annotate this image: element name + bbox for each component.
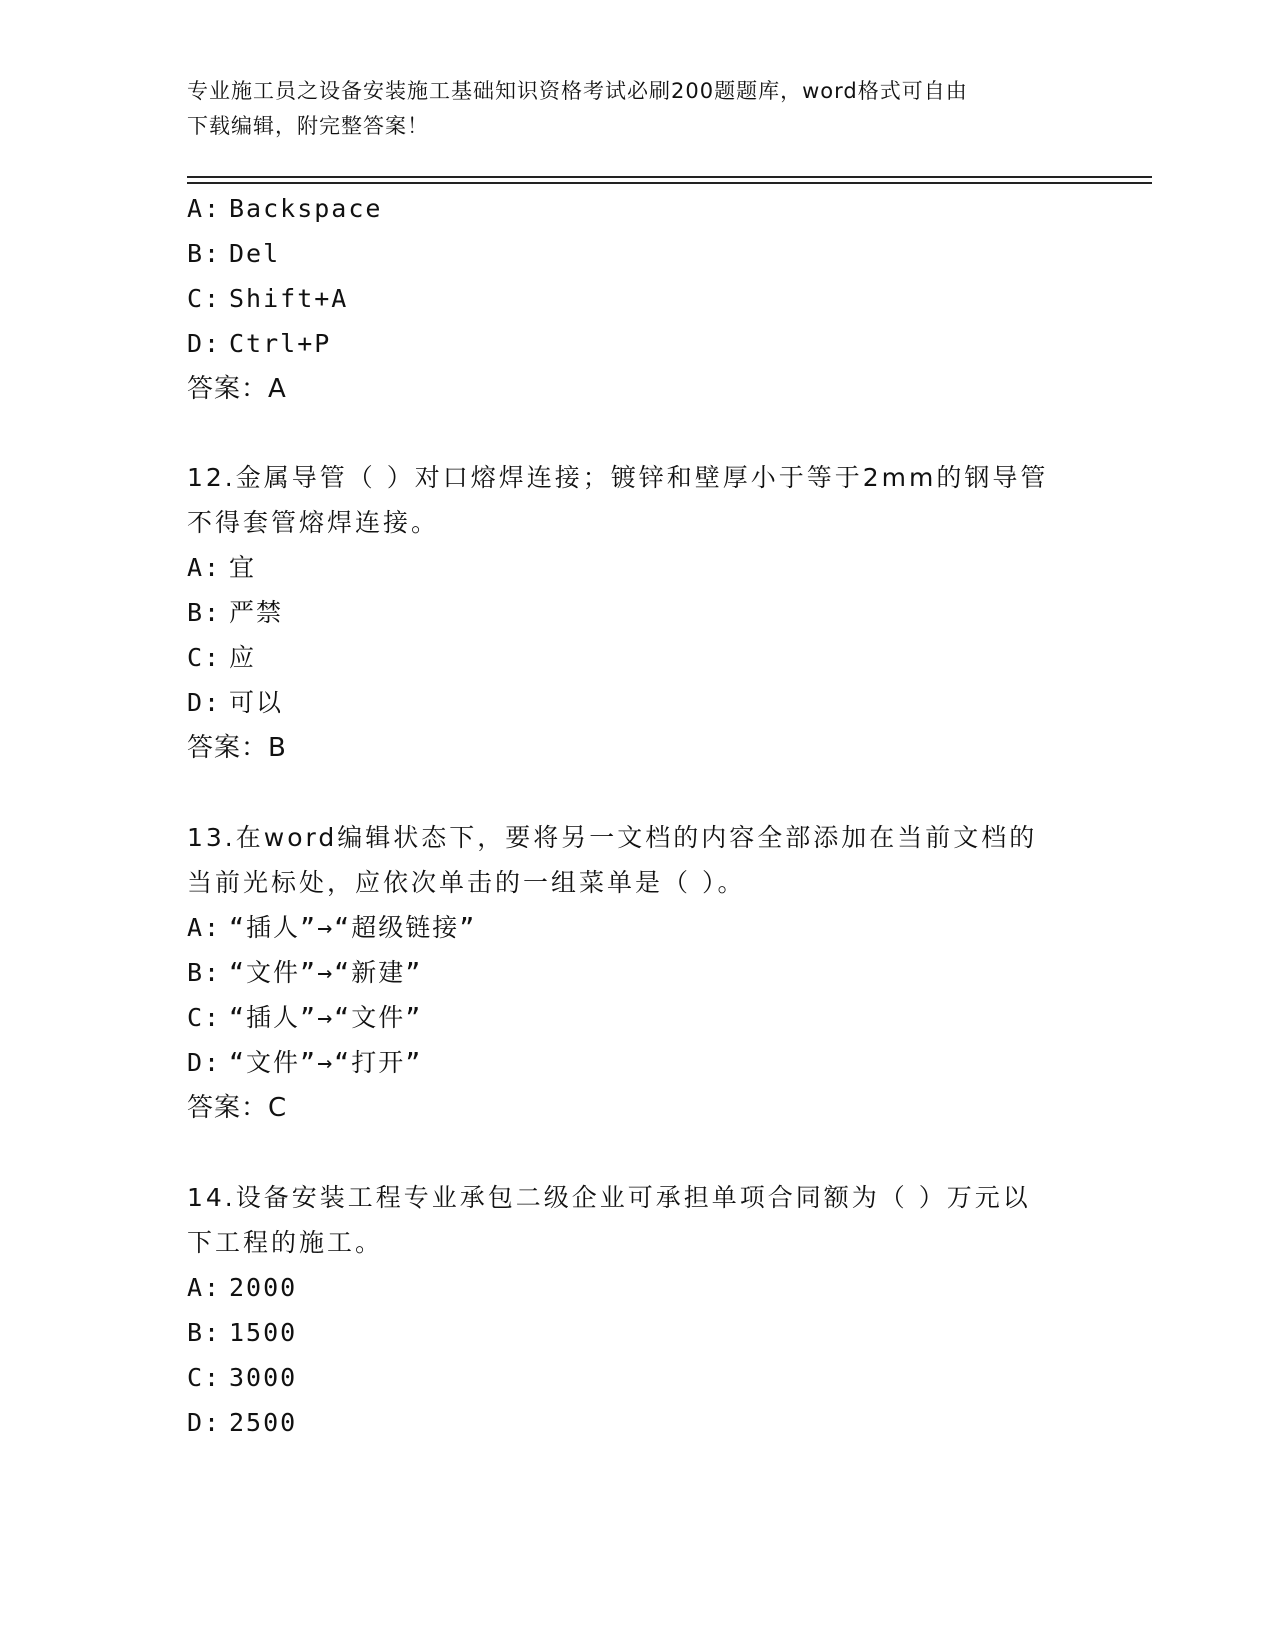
option-text: 2500 [229, 1408, 298, 1437]
header-divider-bottom [187, 182, 1152, 184]
option-key: B: [187, 958, 222, 987]
q13-option-c [187, 1003, 422, 1033]
option-text: 3000 [229, 1363, 298, 1392]
q13-option-a [187, 913, 476, 943]
q13-option-d [187, 1048, 422, 1078]
q11-option-d [187, 329, 331, 359]
option-text: Ctrl+P [229, 329, 332, 358]
option-text: 1500 [229, 1318, 298, 1347]
q12-option-d [187, 688, 283, 718]
option-key: B: [187, 598, 222, 627]
option-text: “文件”→“新建” [229, 958, 423, 987]
option-key: C: [187, 1003, 222, 1032]
q13-stem-line-1: 13.在word编辑状态下，要将另一文档的内容全部添加在当前文档的 [187, 823, 1038, 852]
option-text: 应 [229, 643, 257, 672]
option-text: 可以 [229, 688, 284, 717]
option-text: 宜 [229, 553, 257, 582]
q12-option-a [187, 553, 256, 583]
option-key: B: [187, 239, 222, 268]
option-key: C: [187, 643, 222, 672]
q11-option-c [187, 284, 348, 314]
q14-option-c [187, 1363, 297, 1393]
option-text: Shift+A [229, 284, 349, 313]
option-text: Backspace [229, 194, 383, 223]
q14-option-d [187, 1408, 297, 1438]
q14-stem-line-1: 14.设备安装工程专业承包二级企业可承担单项合同额为（ ）万元以 [187, 1183, 1031, 1212]
q14-option-a [187, 1273, 297, 1303]
option-key: D: [187, 1408, 222, 1437]
q14-option-b [187, 1318, 297, 1348]
option-key: A: [187, 913, 222, 942]
option-key: A: [187, 194, 222, 223]
q13-option-b [187, 958, 422, 988]
option-text: “插人”→“文件” [229, 1003, 423, 1032]
option-key: C: [187, 1363, 222, 1392]
option-key: C: [187, 284, 222, 313]
option-text: 2000 [229, 1273, 298, 1302]
header-line-1: 专业施工员之设备安装施工基础知识资格考试必刷200题题库，word格式可自由 [187, 79, 968, 103]
option-key: D: [187, 1048, 222, 1077]
q12-stem-line-2: 不得套管熔焊连接。 [187, 508, 440, 537]
option-text: “插人”→“超级链接” [229, 913, 477, 942]
option-key: A: [187, 1273, 222, 1302]
option-text: “文件”→“打开” [229, 1048, 423, 1077]
option-text: 严禁 [229, 598, 284, 627]
q11-option-b [187, 239, 280, 269]
header-line-2: 下载编辑，附完整答案！ [187, 114, 429, 138]
document-header [187, 74, 1067, 144]
header-divider-top [187, 176, 1152, 178]
q12-stem-line-1: 12.金属导管（ ）对口熔焊连接；镀锌和壁厚小于等于2mm的钢导管 [187, 463, 1049, 492]
option-text: Del [229, 239, 281, 268]
q12-option-b [187, 598, 283, 628]
q12-answer: 答案：B [187, 733, 287, 763]
q13-answer: 答案：C [187, 1093, 288, 1123]
q12-option-c [187, 643, 256, 673]
option-key: B: [187, 1318, 222, 1347]
option-key: A: [187, 553, 222, 582]
q11-option-a [187, 194, 382, 224]
q14-stem-line-2: 下工程的施工。 [187, 1228, 384, 1257]
q11-answer: 答案：A [187, 374, 287, 404]
option-key: D: [187, 329, 222, 358]
q13-stem-line-2: 当前光标处，应依次单击的一组菜单是（ ）。 [187, 868, 746, 897]
option-key: D: [187, 688, 222, 717]
